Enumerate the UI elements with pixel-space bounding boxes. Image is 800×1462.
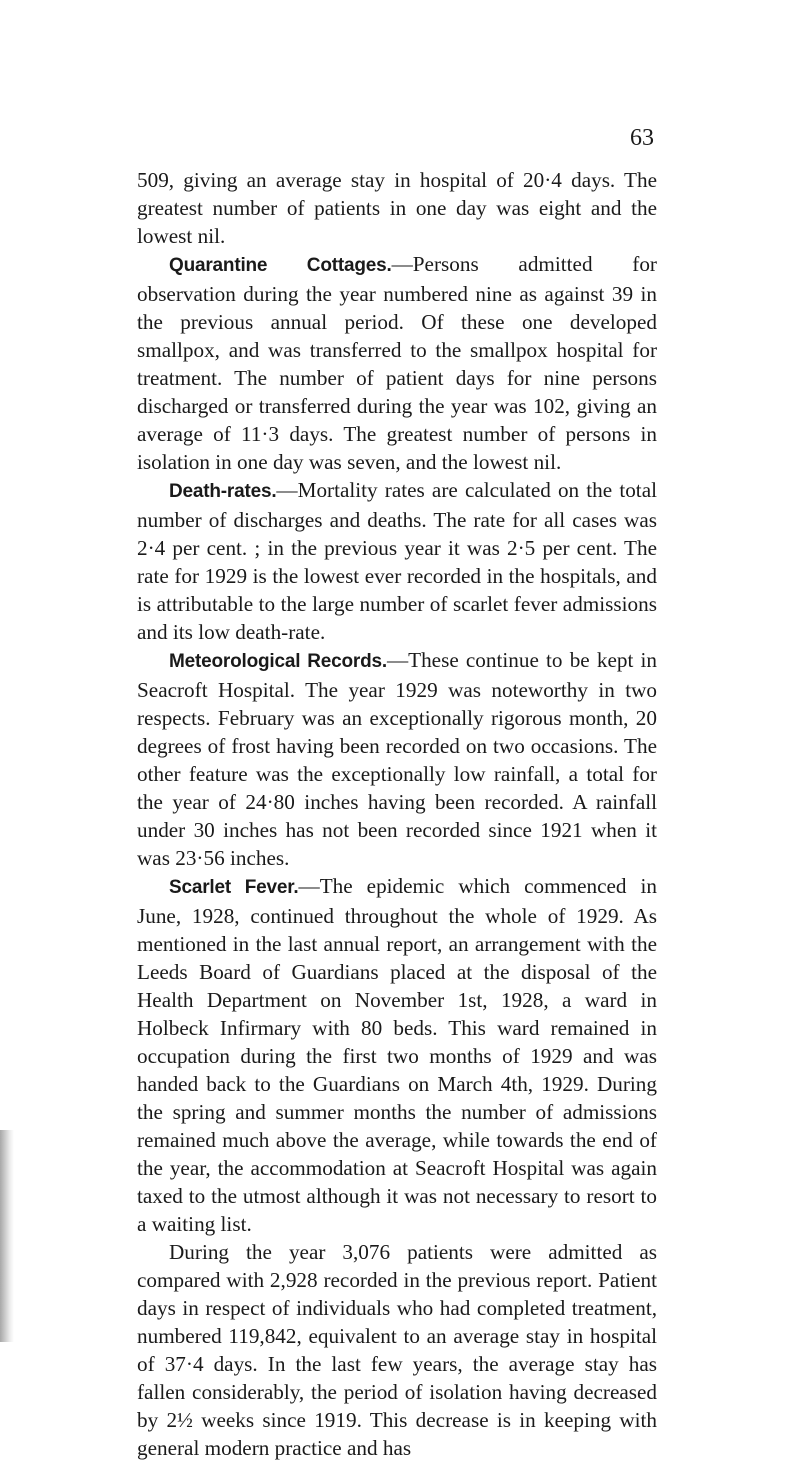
section-heading-meteorological-records: Meteorological Records. — [169, 651, 387, 672]
paragraph-text: —Mortality rates are calculated on the total number of discharges and deaths. The rate for all cases was 2·4 per cent. ; in the previous year it was 2·5 per cent. The rate for 1929 is the lowest ever recorded in the hospitals, and is attributable to the large number of scarlet fever admissions and its low death-rate. — [137, 478, 657, 644]
paragraph-meteorological-records — [137, 646, 657, 872]
paragraph-text: —These continue to be kept in Seacroft Hospital. The year 1929 was noteworthy in two respects. February was an exceptionally rigorous month, 20 degrees of frost having been recorded on two occasions. The other feature was the exceptionally low rainfall, a total for the year of 24·80 inches having been recorded. A rainfall under 30 inches has not been recorded since 1921 when it was 23·56 inches. — [137, 648, 658, 870]
paragraph-death-rates — [137, 476, 657, 646]
paragraph-admissions — [137, 1238, 657, 1462]
section-heading-death-rates: Death-rates. — [169, 481, 277, 502]
body-text — [137, 166, 657, 1462]
section-heading-quarantine-cottages: Quarantine Cottages. — [169, 255, 392, 276]
section-heading-scarlet-fever: Scarlet Fever. — [169, 877, 299, 898]
page-number: 63 — [630, 125, 654, 151]
paragraph-quarantine-cottages — [137, 250, 657, 476]
paragraph-text: —Persons admitted for observation during the year numbered nine as against 39 in the previous annual period. Of these one developed smallpox, and was transferred to the smallpox hospital for treatment. The number of patient days for nine persons discharged or transferred during the year was 102, giving an average of 11·3 days. The greatest number of persons in isolation in one day was seven, and the lowest nil. — [137, 252, 657, 474]
paragraph-text: During the year 3,076 patients were admitted as compared with 2,928 recorded in the previous report. Patient days in respect of individuals who had completed treatment, numbered 119,842, equivalent to an average stay in hospital of 37·4 days. In the last few years, the average stay has fallen considerably, the period of isolation having decreased by 2½ weeks since 1919. This decrease is in keeping with general modern practice and has — [137, 1240, 657, 1460]
paragraph-scarlet-fever — [137, 872, 657, 1238]
paragraph-text: 509, giving an average stay in hospital of 20·4 days. The greatest number of patients in one day was eight and the lowest nil. — [137, 168, 657, 248]
paragraph-text: —The epidemic which commenced in June, 1928, continued throughout the whole of 1929. As mentioned in the last annual report, an arrangement with the Leeds Board of Guardians placed at the disposal of the Health Department on November 1st, 1928, a ward in Holbeck Infirmary with 80 beds. This ward remained in occupation during the first two months of 1929 and was handed back to the Guardians on March 4th, 1929. During the spring and summer months the number of admissions remained much above the average, while towards the end of the year, the accommodation at Seacroft Hospital was again taxed to the utmost although it was not necessary to resort to a waiting list. — [137, 874, 657, 1236]
page-edge-shadow — [0, 1130, 14, 1342]
paragraph-stay-summary — [137, 166, 657, 250]
